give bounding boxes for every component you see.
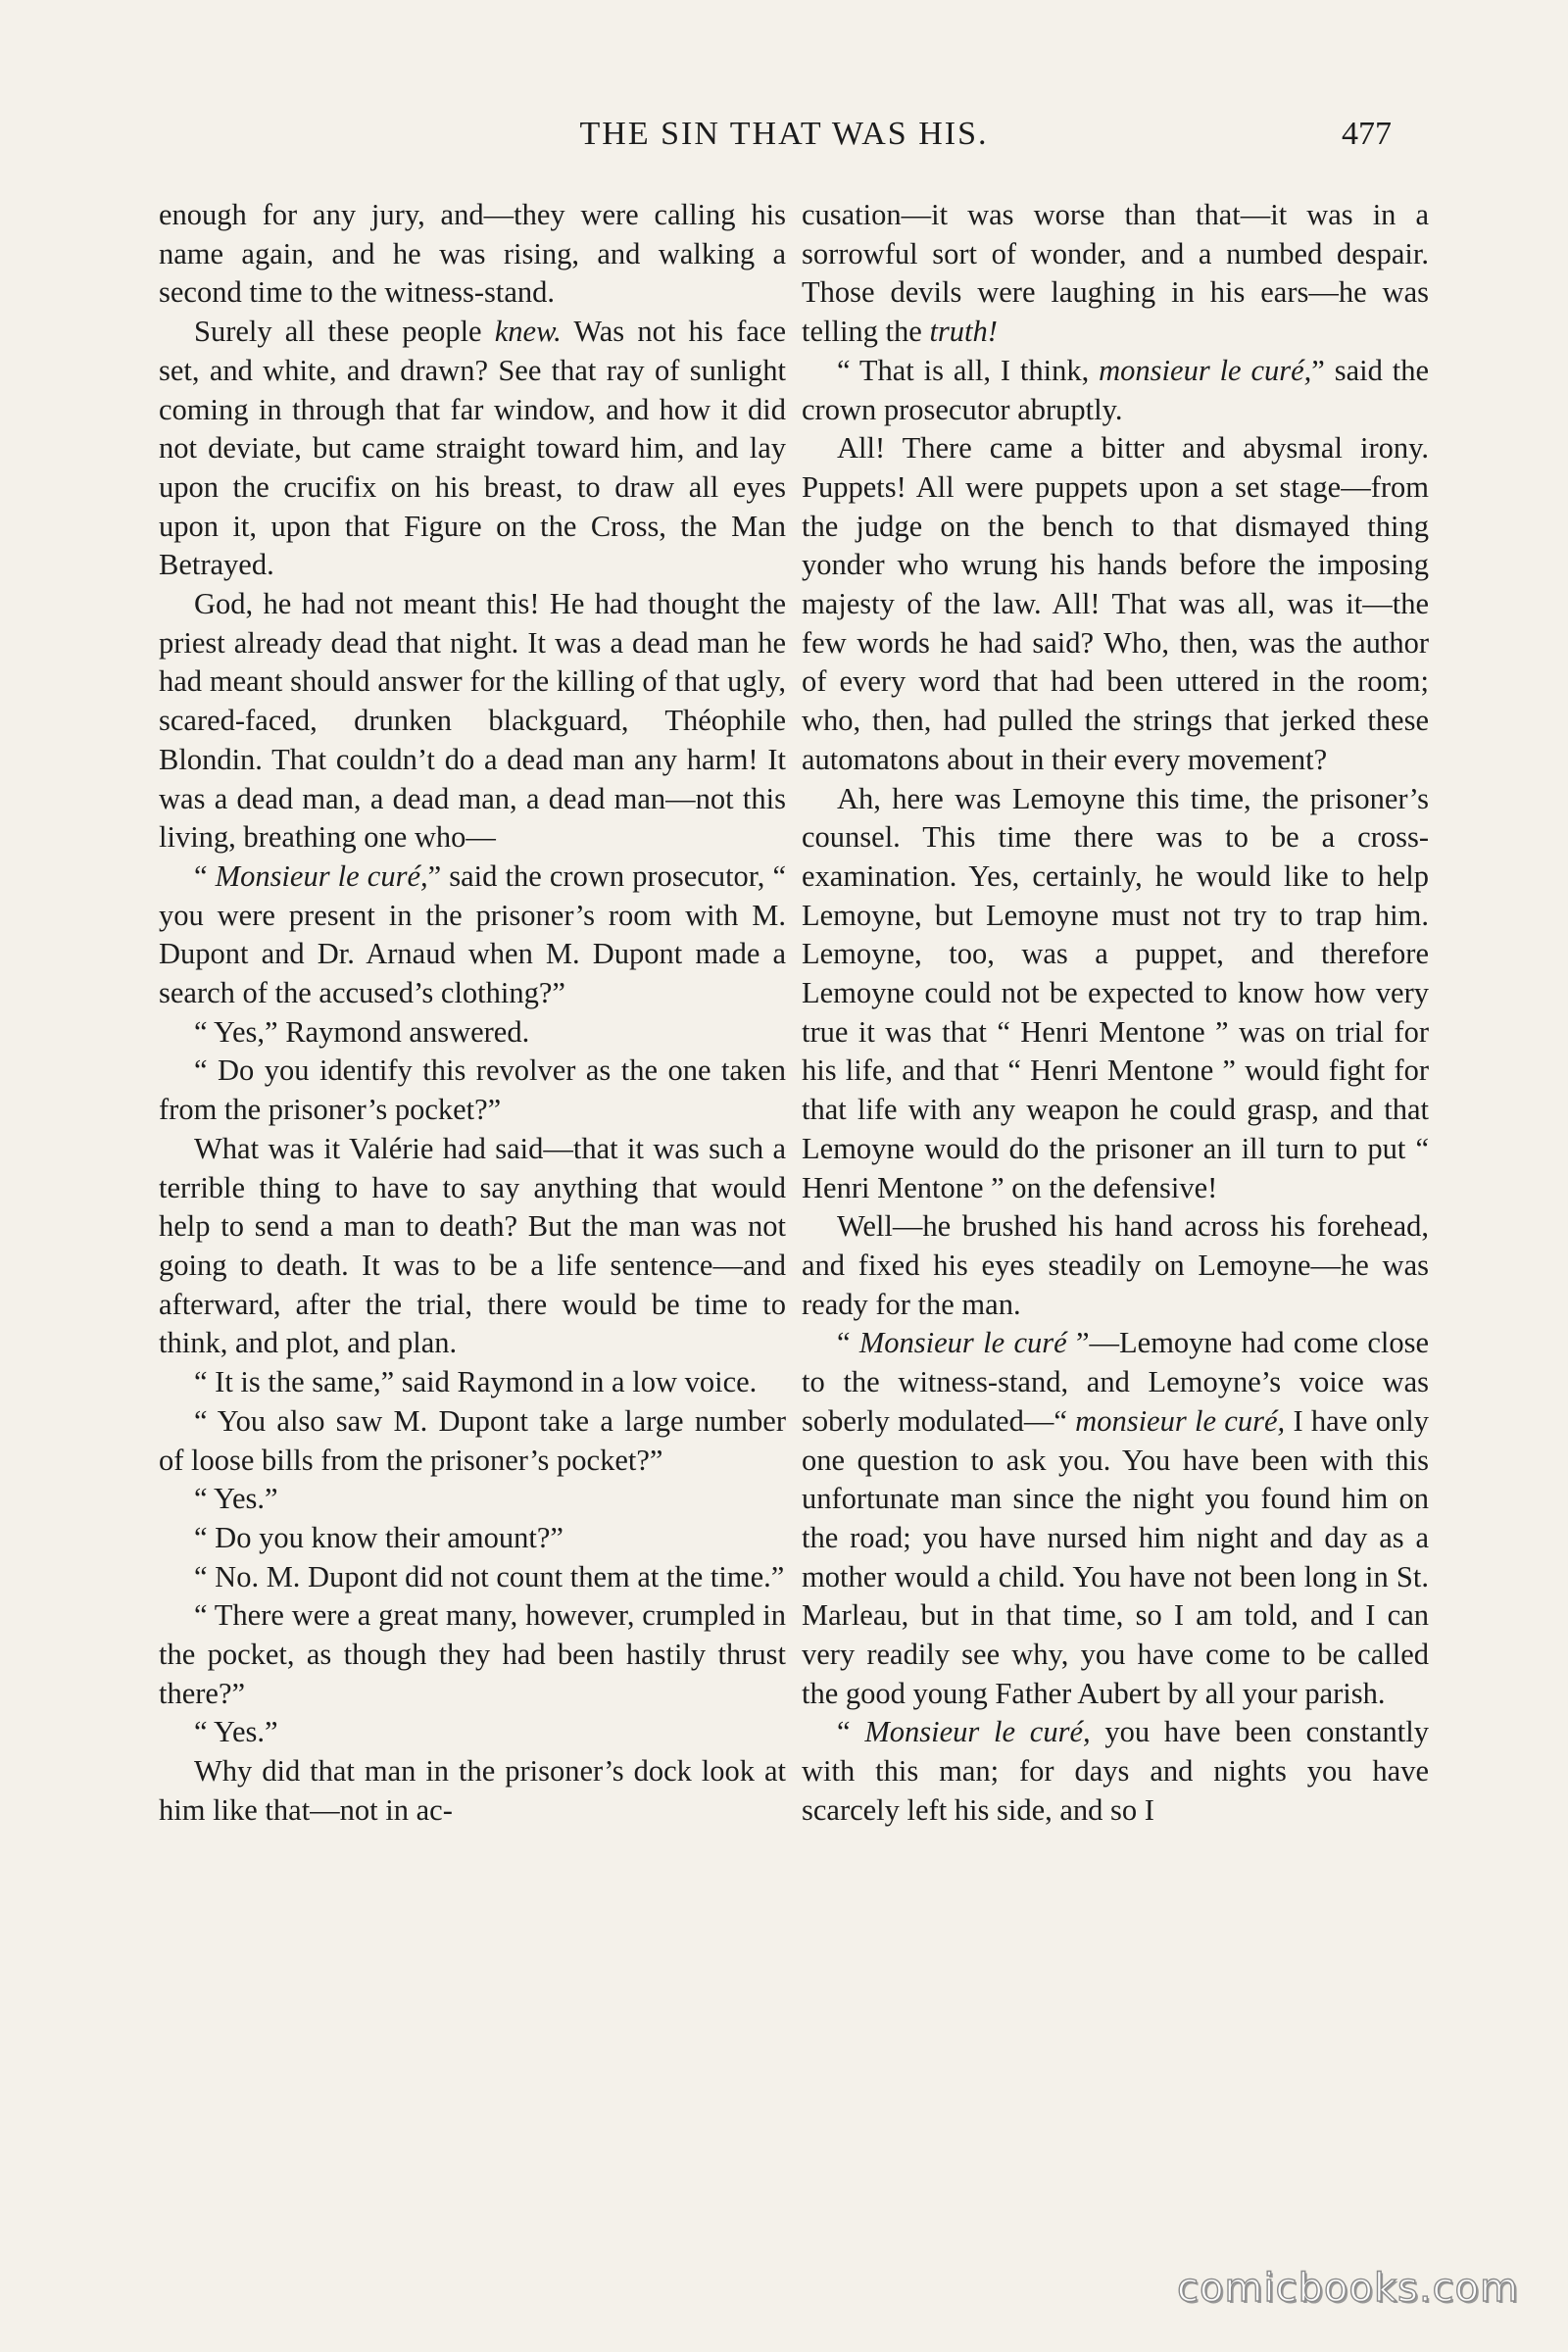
text-run: Ah, here was Lemoyne this time, the prisoner’s counsel. This time there was to be a cross-examination. Yes, certainly, he would like to help Lemoyne, but Lemoyne must not try to trap him. Lemoyne, too, was a puppet, and therefore Lemoyne could not be expected to know how very true it was that “ Henri Mentone ” was on trial for his life, and that “ Henri Mentone ” would fight for that life with any weapon he could grasp, and that Lemoyne would do the prisoner an ill turn to put “ Henri Mentone ” on the defensive! xyxy=(802,781,1429,1204)
running-title: THE SIN THAT WAS HIS. xyxy=(579,116,989,152)
text-run: I have only one question to ask you. You have been with this unfortunate man since the night you found him on the road; you have nursed him night and day as a mother would a child. You have not been long in St. Marleau, but in that time, so I am told, and I can very readily see why, you have come to be called the good young Father Aubert by all your parish. xyxy=(802,1403,1429,1710)
text-run: “ No. M. Dupont did not count them at the time.” xyxy=(194,1559,785,1593)
italic-text: monsieur le curé, xyxy=(1099,353,1312,387)
text-run: ”—Lemoyne had come close to the witness-stand, and Lemoyne’s voice was soberly modulated—“ xyxy=(802,1326,1429,1438)
text-run: “ There were a great many, however, crumpled in the pocket, as though they had been hastily thrust there?” xyxy=(159,1598,786,1710)
text-run: Was not his face set, and white, and drawn? See that ray of sunlight coming in through that far window, and how it did not deviate, but came straight toward him, and lay upon the crucifix on his breast, to draw all eyes upon it, upon that Figure on the Cross, the Man Betrayed. xyxy=(159,315,786,582)
text-run: “ Yes.” xyxy=(194,1482,278,1516)
text-run: God, he had not meant this! He had thought the priest already dead that night. It was a dead man he had meant should answer for the killing of that ugly, scared-faced, drunken blackguard, Théophile Blondin. That couldn’t do a dead man any harm! It was a dead man, a dead man, a dead man—not this living, breathing one who— xyxy=(159,587,786,855)
paragraph xyxy=(159,1596,786,1713)
text-run: Well—he brushed his hand across his forehead, and fixed his eyes steadily on Lemoyne—he was ready for the man. xyxy=(802,1209,1429,1321)
paragraph xyxy=(802,1207,1429,1324)
paragraph xyxy=(802,780,1429,1208)
text-run: enough for any jury, and—they were calling his name again, and he was rising, and walking a second time to the witness-stand. xyxy=(159,198,786,310)
italic-text: truth! xyxy=(929,315,998,349)
paragraph xyxy=(159,1558,786,1597)
text-run: “ Yes,” Raymond answered. xyxy=(194,1014,530,1049)
page-number: 477 xyxy=(1342,116,1392,152)
paragraph xyxy=(159,313,786,585)
paragraph xyxy=(159,1052,786,1129)
text-run: “ Do you know their amount?” xyxy=(194,1520,564,1554)
paragraph xyxy=(159,1752,786,1830)
right-text-column xyxy=(802,196,1429,1831)
italic-text: Monsieur le curé xyxy=(858,1326,1067,1360)
paragraph xyxy=(802,352,1429,429)
left-text-column xyxy=(159,196,786,1831)
italic-text: monsieur le curé, xyxy=(1075,1403,1286,1438)
paragraph xyxy=(159,1363,786,1402)
text-run: “ Yes.” xyxy=(194,1715,278,1749)
text-run: you have been constantly with this man; for days and nights you have scarcely left his side, and so I xyxy=(802,1715,1429,1827)
italic-text: Monsieur le curé, xyxy=(215,858,428,893)
paragraph xyxy=(159,1480,786,1519)
text-run: “ That is all, I think, xyxy=(837,353,1100,387)
paragraph xyxy=(159,196,786,313)
text-run: “ xyxy=(194,858,216,893)
text-run: Why did that man in the prisoner’s dock look at him like that—not in ac- xyxy=(159,1754,786,1827)
text-run: What was it Valérie had said—that it was such a terrible thing to have to say anything that would help to send a man to death? But the man was not going to death. It was to be a life sentence—and afterward, after the trial, there would be time to think, and plot, and plan. xyxy=(159,1131,786,1360)
text-run: Surely all these people xyxy=(194,315,495,349)
text-run: “ xyxy=(837,1715,865,1749)
text-run: All! There came a bitter and abysmal irony. Puppets! All were puppets upon a set stage—from the judge on the bench to that dismayed thing yonder who wrung his hands before the imposing majesty of the law. All! That was all, was it—the few words he had said? Who, then, was the author of every word that had been uttered in the room; who, then, had pulled the strings that jerked these automatons about in their every movement? xyxy=(802,431,1429,776)
paragraph xyxy=(159,1013,786,1053)
paragraph xyxy=(159,1402,786,1480)
watermark: comicbooks.com xyxy=(1176,2266,1519,2311)
text-run: cusation—it was worse than that—it was in a sorrowful sort of wonder, and a numbed despair. Those devils were laughing in his ears—he was telling the xyxy=(802,198,1429,349)
paragraph xyxy=(159,1713,786,1752)
text-run: ” said the crown prosecutor, “ you were present in the prisoner’s room with M. Dupont and Dr. Arnaud when M. Dupont made a search of the accused’s clothing?” xyxy=(159,858,786,1010)
italic-text: knew. xyxy=(494,315,562,349)
paragraph xyxy=(802,1713,1429,1830)
paragraph xyxy=(159,858,786,1013)
text-run: “ You also saw M. Dupont take a large number of loose bills from the prisoner’s pocket?” xyxy=(159,1403,786,1477)
paragraph xyxy=(159,1130,786,1363)
paragraph xyxy=(159,585,786,858)
text-run: “ Do you identify this revolver as the one taken from the prisoner’s pocket?” xyxy=(159,1054,786,1127)
paragraph xyxy=(802,429,1429,779)
paragraph xyxy=(802,196,1429,352)
text-run: ” said the crown prosecutor abruptly. xyxy=(802,353,1430,426)
page-header xyxy=(157,116,1411,165)
text-run: “ It is the same,” said Raymond in a low voice. xyxy=(194,1365,758,1399)
paragraph xyxy=(159,1519,786,1558)
paragraph xyxy=(802,1324,1429,1713)
italic-text: Monsieur le curé, xyxy=(864,1715,1091,1749)
text-run: “ xyxy=(837,1326,859,1360)
